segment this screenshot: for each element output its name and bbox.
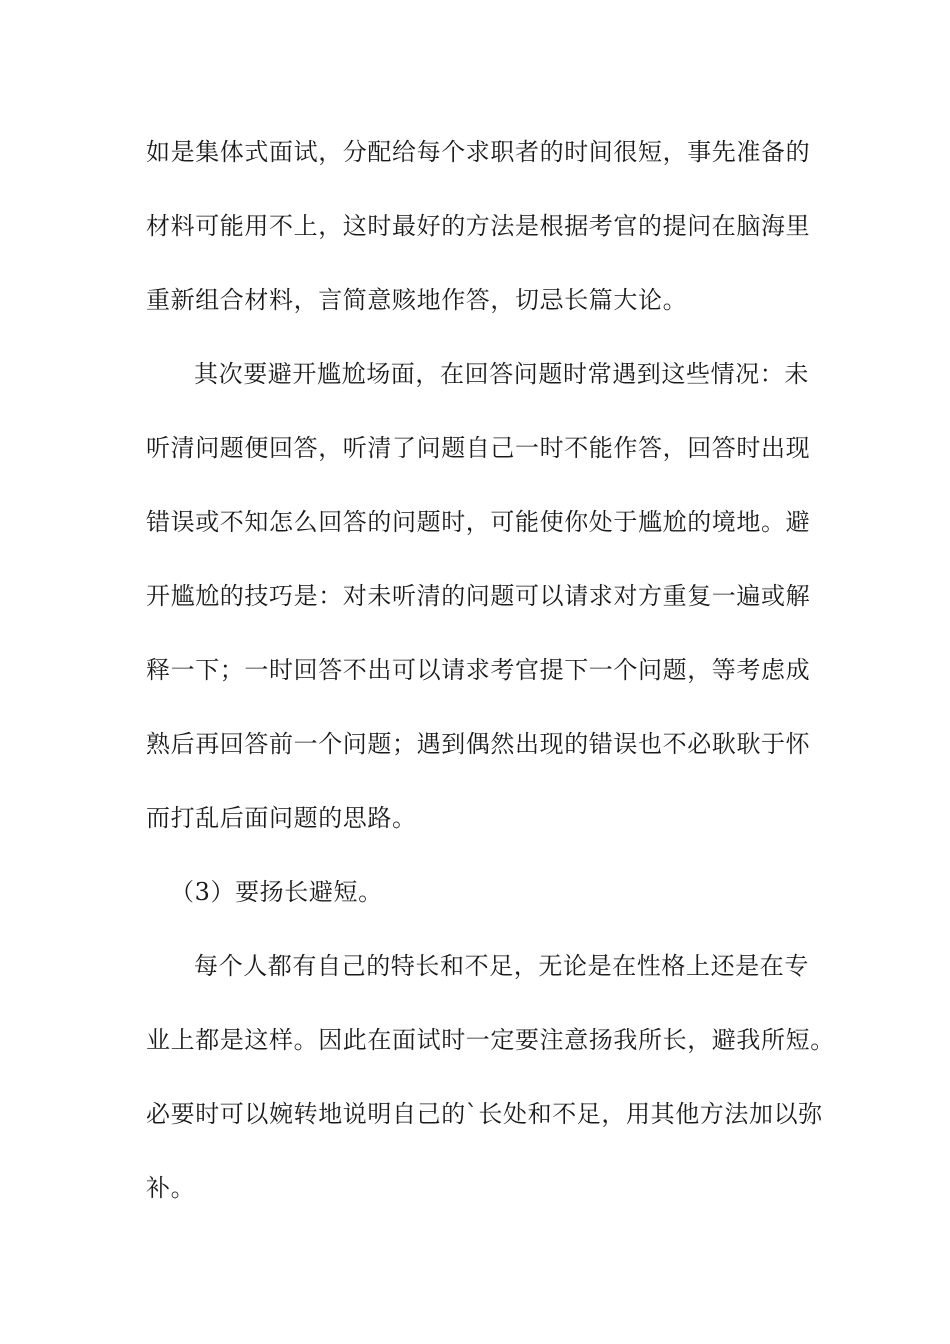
paragraph-line-7: 开尴尬的技巧是：对未听清的问题可以请求对方重复一遍或解	[146, 582, 811, 610]
paragraph-line-6: 错误或不知怎么回答的问题时，可能使你处于尴尬的境地。避	[146, 508, 811, 536]
paragraph-line-12: 每个人都有自己的特长和不足，无论是在性格上还是在专	[194, 952, 809, 980]
paragraph-line-10: 而打乱后面问题的思路。	[146, 804, 417, 832]
paragraph-line-5: 听清问题便回答，听清了问题自己一时不能作答，回答时出现	[146, 434, 811, 462]
paragraph-line-2: 材料可能用不上，这时最好的方法是根据考官的提问在脑海里	[146, 212, 811, 240]
paragraph-line-15: 补。	[146, 1174, 196, 1202]
paragraph-line-9: 熟后再回答前一个问题；遇到偶然出现的错误也不必耿耿于怀	[146, 730, 811, 758]
paragraph-line-3: 重新组合材料，言简意赅地作答，切忌长篇大论。	[146, 286, 688, 314]
paragraph-line-13: 业上都是这样。因此在面试时一定要注意扬我所长，避我所短。	[146, 1026, 835, 1054]
section-heading: （3）要扬长避短。	[170, 878, 383, 906]
paragraph-line-8: 释一下；一时回答不出可以请求考官提下一个问题，等考虑成	[146, 656, 811, 684]
paragraph-line-14: 必要时可以婉转地说明自己的`长处和不足，用其他方法加以弥	[146, 1100, 823, 1128]
paragraph-line-1: 如是集体式面试，分配给每个求职者的时间很短，事先准备的	[146, 138, 811, 166]
paragraph-line-4: 其次要避开尴尬场面，在回答问题时常遇到这些情况：未	[194, 360, 809, 388]
